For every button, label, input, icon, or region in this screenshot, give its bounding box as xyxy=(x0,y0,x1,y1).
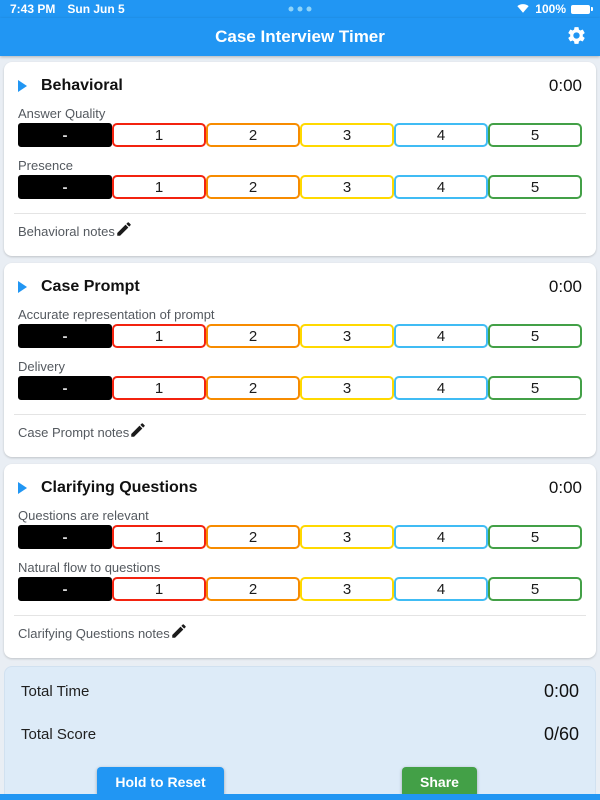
status-date: Sun Jun 5 xyxy=(67,2,125,16)
notes-field[interactable] xyxy=(16,415,584,449)
share-button[interactable]: Share xyxy=(402,767,477,794)
bottom-accent-bar xyxy=(0,794,600,800)
total-time-row xyxy=(21,681,579,702)
total-score-value: 0/60 xyxy=(543,724,579,744)
rating-1-button[interactable]: 1 xyxy=(112,376,206,400)
rating-2-button[interactable]: 2 xyxy=(206,324,300,348)
hold-to-reset-button[interactable]: Hold to Reset xyxy=(97,767,223,794)
rating-4-button[interactable]: 4 xyxy=(394,324,488,348)
rating-2-button[interactable]: 2 xyxy=(206,525,300,549)
section-timer: 0:00 xyxy=(548,277,582,296)
rating-row xyxy=(18,324,582,348)
status-time: 7:43 PM xyxy=(10,2,56,16)
rating-5-button[interactable]: 5 xyxy=(488,376,582,400)
rating-4-button[interactable]: 4 xyxy=(394,123,488,147)
rating-clear-button[interactable]: - xyxy=(18,123,112,147)
rating-clear-button[interactable]: - xyxy=(18,376,112,400)
rating-5-button[interactable]: 5 xyxy=(488,175,582,199)
criterion-label: Accurate representation of prompt xyxy=(18,307,215,322)
total-time-value: 0:00 xyxy=(543,681,579,701)
section-header[interactable] xyxy=(18,478,582,498)
rating-5-button[interactable]: 5 xyxy=(488,123,582,147)
rating-row xyxy=(18,577,582,601)
app-header xyxy=(0,18,600,56)
rating-5-button[interactable]: 5 xyxy=(488,525,582,549)
rating-5-button[interactable]: 5 xyxy=(488,577,582,601)
total-score-label: Total Score xyxy=(21,726,97,743)
rating-3-button[interactable]: 3 xyxy=(300,123,394,147)
section-card-clarifying-questions xyxy=(4,464,596,658)
rating-4-button[interactable]: 4 xyxy=(394,376,488,400)
expand-arrow-icon[interactable] xyxy=(18,80,27,92)
rating-clear-button[interactable]: - xyxy=(18,525,112,549)
main-content xyxy=(0,56,600,794)
status-bar xyxy=(0,0,600,18)
rating-4-button[interactable]: 4 xyxy=(394,175,488,199)
section-header[interactable] xyxy=(18,277,582,297)
rating-2-button[interactable]: 2 xyxy=(206,376,300,400)
notes-label: Case Prompt notes xyxy=(18,424,130,440)
criterion-label: Delivery xyxy=(18,359,65,374)
edit-pencil-icon[interactable] xyxy=(170,622,188,645)
expand-arrow-icon[interactable] xyxy=(18,482,27,494)
settings-button[interactable] xyxy=(564,25,588,49)
total-score-row xyxy=(21,724,579,745)
rating-1-button[interactable]: 1 xyxy=(112,525,206,549)
edit-pencil-icon[interactable] xyxy=(129,421,147,444)
totals-card xyxy=(4,666,596,794)
multitask-dots-icon xyxy=(289,7,312,12)
rating-3-button[interactable]: 3 xyxy=(300,525,394,549)
section-title: Behavioral xyxy=(41,77,123,94)
section-card-case-prompt xyxy=(4,263,596,457)
rating-row xyxy=(18,175,582,199)
section-header[interactable] xyxy=(18,76,582,96)
rating-row xyxy=(18,525,582,549)
rating-4-button[interactable]: 4 xyxy=(394,577,488,601)
gear-icon xyxy=(566,25,587,49)
notes-field[interactable] xyxy=(16,214,584,248)
total-time-label: Total Time xyxy=(21,683,90,700)
criterion-label: Presence xyxy=(18,158,73,173)
section-title: Case Prompt xyxy=(41,278,140,295)
wifi-icon xyxy=(516,2,530,16)
section-timer: 0:00 xyxy=(548,76,582,95)
notes-label: Clarifying Questions notes xyxy=(18,625,170,641)
page-title: Case Interview Timer xyxy=(215,27,385,46)
rating-1-button[interactable]: 1 xyxy=(112,324,206,348)
rating-3-button[interactable]: 3 xyxy=(300,324,394,348)
expand-arrow-icon[interactable] xyxy=(18,281,27,293)
rating-2-button[interactable]: 2 xyxy=(206,577,300,601)
battery-icon xyxy=(571,5,590,14)
rating-1-button[interactable]: 1 xyxy=(112,577,206,601)
criterion-label: Questions are relevant xyxy=(18,508,149,523)
rating-clear-button[interactable]: - xyxy=(18,175,112,199)
rating-row xyxy=(18,376,582,400)
rating-5-button[interactable]: 5 xyxy=(488,324,582,348)
rating-1-button[interactable]: 1 xyxy=(112,175,206,199)
rating-clear-button[interactable]: - xyxy=(18,324,112,348)
rating-2-button[interactable]: 2 xyxy=(206,175,300,199)
criterion-label: Natural flow to questions xyxy=(18,560,161,575)
rating-3-button[interactable]: 3 xyxy=(300,577,394,601)
rating-2-button[interactable]: 2 xyxy=(206,123,300,147)
criterion-label: Answer Quality xyxy=(18,106,106,121)
notes-label: Behavioral notes xyxy=(18,223,115,239)
rating-1-button[interactable]: 1 xyxy=(112,123,206,147)
section-title: Clarifying Questions xyxy=(41,479,198,496)
notes-field[interactable] xyxy=(16,616,584,650)
rating-row xyxy=(18,123,582,147)
rating-3-button[interactable]: 3 xyxy=(300,175,394,199)
rating-3-button[interactable]: 3 xyxy=(300,376,394,400)
section-timer: 0:00 xyxy=(548,478,582,497)
rating-4-button[interactable]: 4 xyxy=(394,525,488,549)
rating-clear-button[interactable]: - xyxy=(18,577,112,601)
edit-pencil-icon[interactable] xyxy=(115,220,133,243)
section-card-behavioral xyxy=(4,62,596,256)
battery-percent: 100% xyxy=(535,2,566,16)
